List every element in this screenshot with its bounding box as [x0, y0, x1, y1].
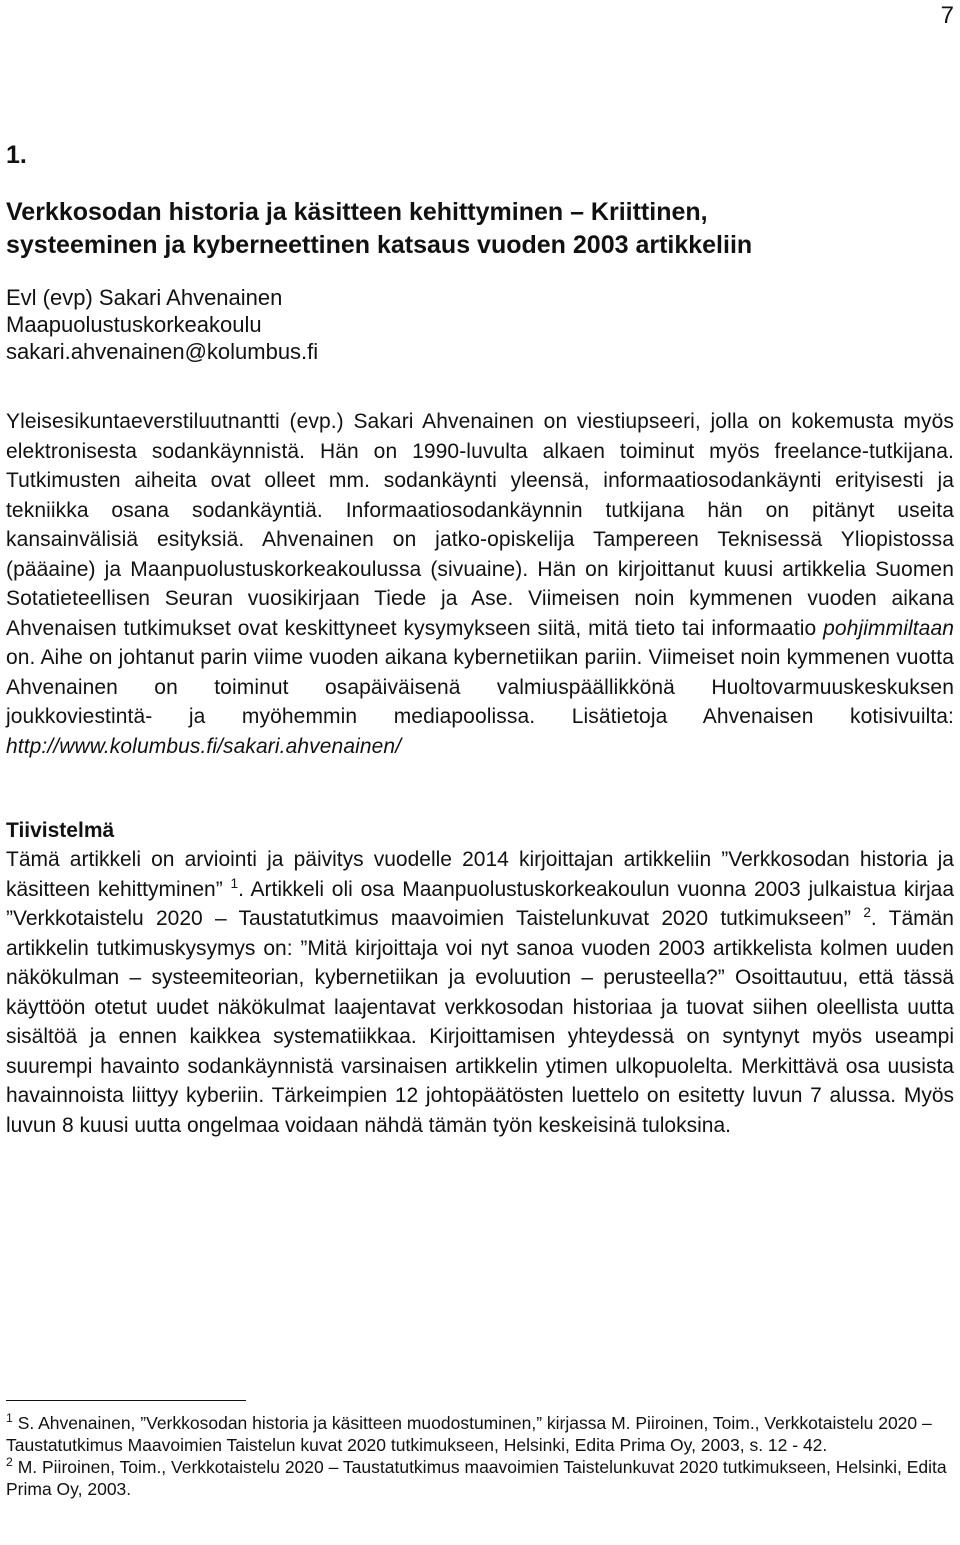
abstract-text-a: Tämä artikkeli on arviointi ja päivitys vuodelle 2014 kirjoittajan artikkeliin ”Verkkosodan historia ja käsitteen kehittyminen” — [6, 848, 954, 901]
abstract-heading: Tiivistelmä — [6, 819, 115, 842]
section-number: 1. — [6, 141, 27, 169]
page-number: 7 — [940, 2, 954, 29]
main-content — [6, 138, 954, 1140]
footnote-divider — [6, 1400, 246, 1401]
footnote-1-mark: 1 — [6, 1411, 13, 1426]
footnote-ref-2[interactable]: 2 — [863, 905, 871, 920]
author-email: sakari.ahvenainen@kolumbus.fi — [6, 339, 319, 364]
footnote-2 — [6, 1456, 954, 1500]
author-block — [6, 284, 954, 365]
author-name: Evl (evp) Sakari Ahvenainen — [6, 285, 283, 310]
bio-text-b: on. Aihe on johtanut parin viime vuoden aikana kybernetiikan pariin. Viimeiset noin kymmenen vuotta Ahvenainen on toiminut osapäiväisenä valmiuspäällikkönä Huoltovarmuuskeskuksen joukkoviestintä- ja myöhemmin mediapoolissa. Lisätietoja Ahvenaisen kotisivuilta: — [6, 646, 954, 728]
title-line-1: Verkkosodan historia ja käsitteen kehittyminen – Kriittinen, — [6, 198, 708, 226]
author-bio — [6, 407, 954, 761]
article-title — [6, 196, 954, 262]
footnote-1-text: S. Ahvenainen, ”Verkkosodan historia ja käsitteen muodostuminen,” kirjassa M. Piiroinen, Toim., Verkkotaistelu 2020 – Taustatutkimus Maavoimien Taistelun kuvat 2020 tutkimukseen, Helsinki, Edita Prima Oy, 2003, s. 12 - 42. — [6, 1413, 932, 1455]
author-institution: Maapuolustuskorkeakoulu — [6, 312, 262, 337]
footnote-1 — [6, 1412, 954, 1456]
footnotes — [6, 1412, 954, 1500]
abstract-text-b: . Artikkeli oli osa Maanpuolustuskorkeakoulun vuonna 2003 julkaistua kirjaa ”Verkkotaistelu 2020 – Taustatutkimus maavoimien Taistelunkuvat 2020 tutkimukseen” — [6, 877, 954, 930]
footnote-ref-1[interactable]: 1 — [230, 875, 239, 891]
footnote-2-text: M. Piiroinen, Toim., Verkkotaistelu 2020 – Taustatutkimus maavoimien Taistelunkuvat 2020 tutkimukseen, Helsinki, Edita Prima Oy, 2003. — [6, 1457, 947, 1499]
bio-text-a: Yleisesikuntaeverstiluutnantti (evp.) Sakari Ahvenainen on viestiupseeri, jolla on kokemusta myös elektronisesta sodankäynnistä. Hän on 1990-luvulta alkaen toiminut myös freelance-tutkijana. Tutkimusten aiheita ovat olleet mm. sodankäynti yleensä, informaatiosodankäynti erityisesti ja tekniikka osana sodankäyntiä. Informaatiosodankäynnin tutkijana hän on pitänyt useita kansainvälisiä esityksiä. Ahvenainen on jatko-opiskelija Tampereen Teknisessä Yliopistossa (pääaine) ja Maanpuolustuskorkeakoulussa (sivuaine). Hän on kirjoittanut kuusi artikkelia Suomen Sotatieteellisen Seuran vuosikirjaan Tiede ja Ase. Viimeisen noin kymmenen vuoden aikana Ahvenaisen tutkimukset ovat keskittyneet kysymykseen siitä, mitä tieto tai informaatio — [6, 410, 954, 640]
title-line-2: systeeminen ja kyberneettinen katsaus vuoden 2003 artikkeliin — [6, 231, 753, 259]
bio-homepage-link[interactable]: http://www.kolumbus.fi/sakari.ahvenainen/ — [6, 734, 402, 758]
bio-italic: pohjimmiltaan — [823, 616, 954, 640]
footnote-2-mark: 2 — [6, 1455, 13, 1470]
abstract-text — [6, 845, 954, 1140]
abstract-text-c: . Tämän artikkelin tutkimuskysymys on: ”Mitä kirjoittaja voi nyt sanoa vuoden 2003 artikkelista kolmen uuden näkökulman – systeemiteorian, kybernetiikan ja evoluution – perusteella?” Osoittautuu, että tässä käyttöön otetut uudet näkökulmat laajentavat verkkosodan historiaa ja tuovat siihen oleellista uutta sisältöä ja ennen kaikkea systematiikkaa. Kirjoittamisen yhteydessä on syntynyt myös useampi suurempi havainto sodankäynnistä varsinaisen artikkelin ytimen ulkopuolelta. Merkittävä osa uusista havainnoista liittyy kyberiin. Tärkeimpien 12 johtopäätösten luettelo on esitetty luvun 7 alussa. Myös luvun 8 kuusi uutta ongelmaa voidaan nähdä tämän työn keskeisinä tuloksina. — [6, 907, 954, 1137]
